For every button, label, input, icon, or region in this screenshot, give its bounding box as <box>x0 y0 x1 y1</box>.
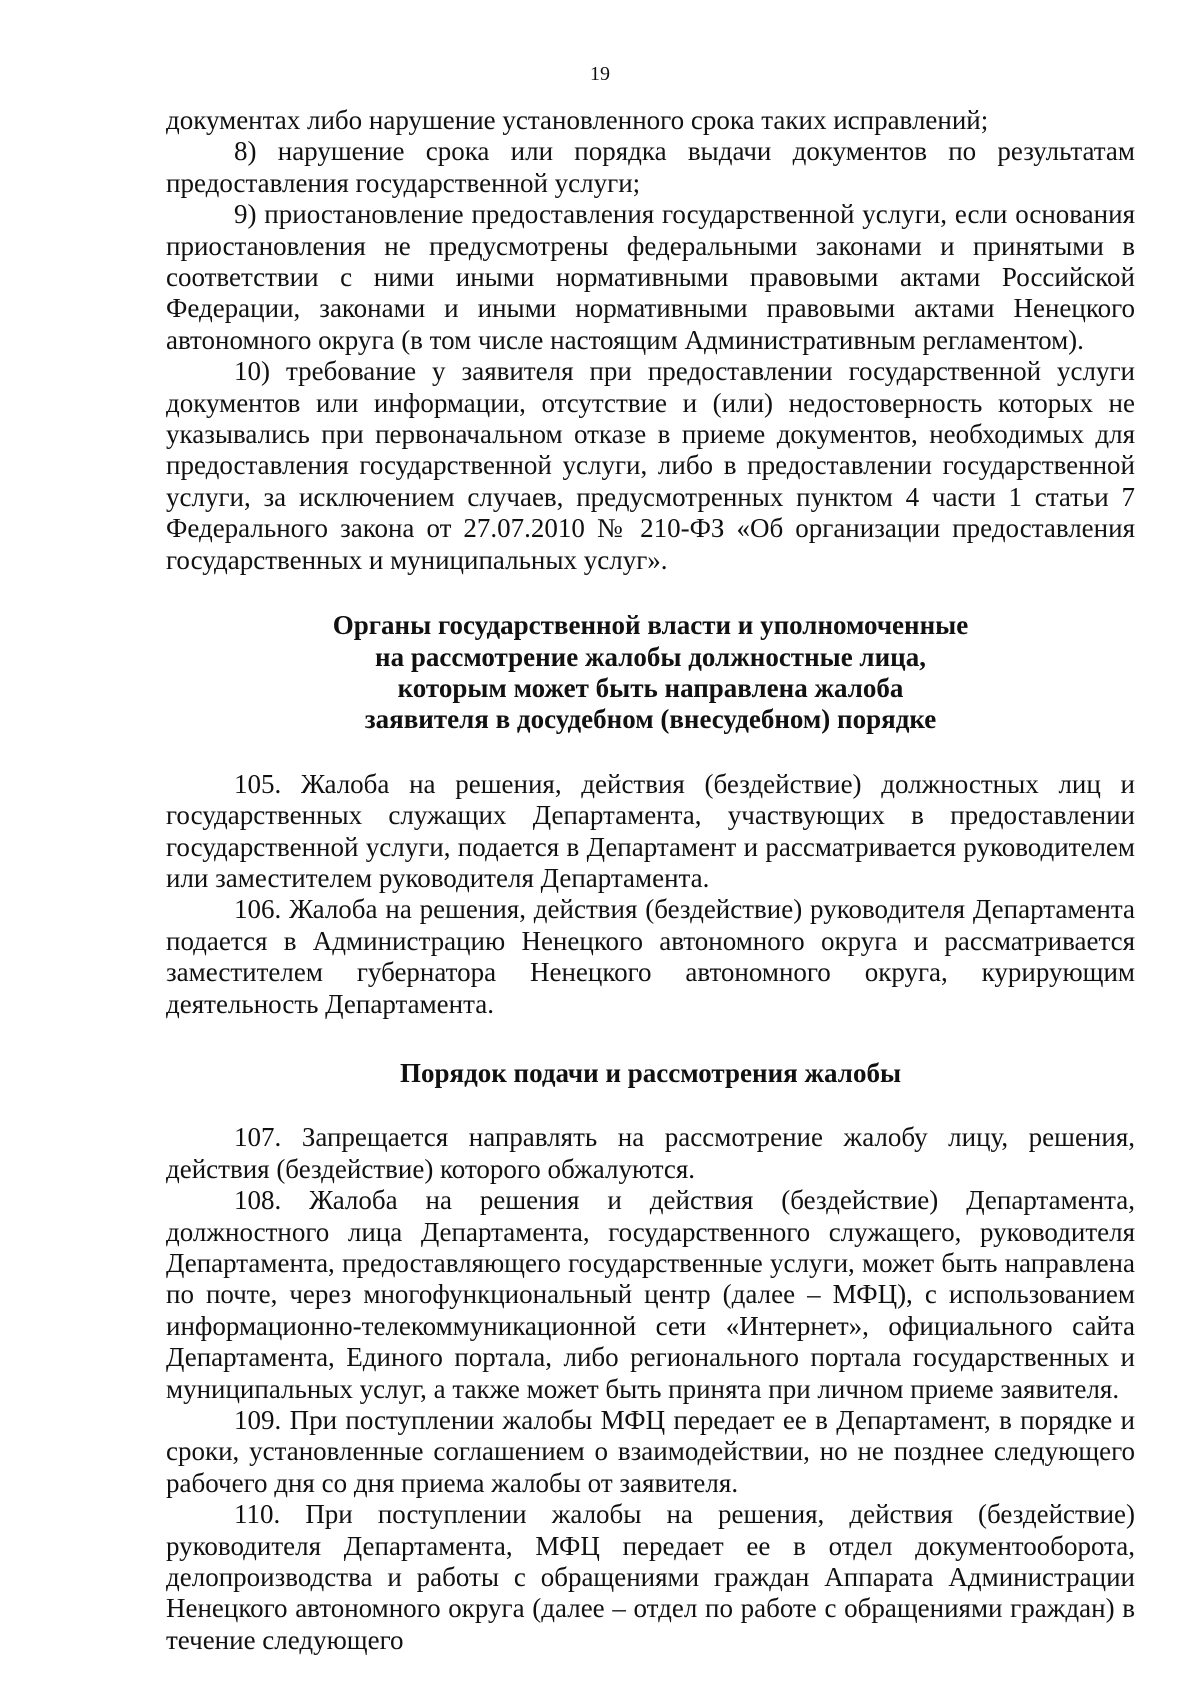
heading-line: заявителя в досудебном (внесудебном) порядке <box>364 704 937 735</box>
paragraph-109: 109. При поступлении жалобы МФЦ передает ее в Департамент, в порядке и сроки, установленные соглашением о взаимодействии, но не позднее следующего рабочего дня со дня приема жалобы от заявителя. <box>166 1405 1135 1498</box>
heading-line: Органы государственной власти и уполномоченные <box>332 610 969 641</box>
heading-line: на рассмотрение жалобы должностные лица, <box>375 641 926 672</box>
paragraph-110: 110. При поступлении жалобы на решения, действия (бездействие) руководителя Департамента, МФЦ передает ее в отдел документооборота, делопроизводства и работы с обращениями граждан Аппарата Администрации Ненецкого автономного округа (далее – отдел по работе с обращениями граждан) в течение следующего <box>166 1499 1135 1655</box>
section-heading-procedure: Порядок подачи и рассмотрения жалобы <box>399 1057 902 1088</box>
page-number: 19 <box>590 63 610 85</box>
paragraph-item-9: 9) приостановление предоставления государственной услуги, если основания приостановления не предусмотрены федеральными законами и принятыми в соответствии с ними иными нормативными правовыми актами Российской Федерации, законами и иными нормативными правовыми актами Ненецкого автономного округа (в том числе настоящим Административным регламентом). <box>166 199 1135 355</box>
heading-line: которым может быть направлена жалоба <box>397 672 904 703</box>
document-body <box>166 105 1135 1656</box>
paragraph-108: 108. Жалоба на решения и действия (бездействие) Департамента, должностного лица Департамента, государственного служащего, руководителя Департамента, предоставляющего государственные услуги, может быть направлена по почте, через многофункциональный центр (далее – МФЦ), с использованием информационно-телекоммуникационной сети «Интернет», официального сайта Департамента, Единого портала, либо регионального портала государственных и муниципальных услуг, а также может быть принята при личном приеме заявителя. <box>166 1185 1135 1404</box>
paragraph-107: 107. Запрещается направлять на рассмотрение жалобу лицу, решения, действия (бездействие) которого обжалуются. <box>166 1122 1135 1184</box>
paragraph-continuation: документах либо нарушение установленного срока таких исправлений; <box>166 105 989 135</box>
paragraph-105: 105. Жалоба на решения, действия (бездействие) должностных лиц и государственных служащих Департамента, участвующих в предоставлении государственной услуги, подается в Департамент и рассматривается руководителем или заместителем руководителя Департамента. <box>166 768 1135 893</box>
section-heading-authorities <box>166 610 1135 736</box>
paragraph-item-8: 8) нарушение срока или порядка выдачи документов по результатам предоставления государственной услуги; <box>166 136 1135 198</box>
paragraph-item-10: 10) требование у заявителя при предоставлении государственной услуги документов или информации, отсутствие и (или) недостоверность которых не указывались при первоначальном отказе в приеме документов, необходимых для предоставления государственной услуги, либо в предоставлении государственной услуги, за исключением случаев, предусмотренных пунктом 4 части 1 статьи 7 Федерального закона от 27.07.2010 № 210-ФЗ «Об организации предоставления государственных и муниципальных услуг». <box>166 356 1135 575</box>
paragraph-106: 106. Жалоба на решения, действия (бездействие) руководителя Департамента подается в Администрацию Ненецкого автономного округа и рассматривается заместителем губернатора Ненецкого автономного округа, курирующим деятельность Департамента. <box>166 894 1135 1019</box>
